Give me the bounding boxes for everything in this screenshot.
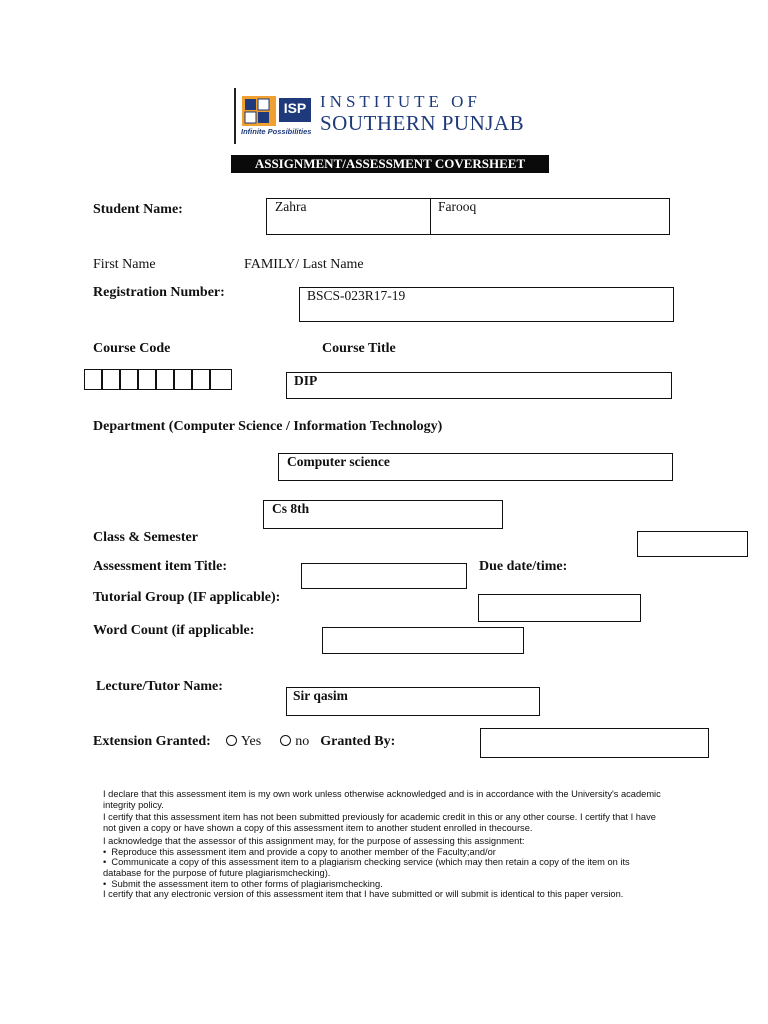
lecturer-name-label: Lecture/Tutor Name:: [96, 679, 223, 694]
word-count-label: Word Count (if applicable:: [93, 623, 255, 638]
course-code-cell[interactable]: [210, 369, 232, 390]
lecturer-name-value: Sir qasim: [293, 688, 348, 703]
yes-label: Yes: [240, 734, 262, 749]
assessment-title-label: Assessment item Title:: [93, 559, 228, 574]
no-radio-icon[interactable]: [280, 735, 291, 746]
course-title-label: Course Title: [322, 341, 396, 356]
yes-radio-icon[interactable]: [226, 735, 237, 746]
institute-name-line2: SOUTHERN PUNJAB: [320, 111, 525, 135]
course-code-cell[interactable]: [156, 369, 174, 390]
registration-number-label: Registration Number:: [93, 285, 225, 300]
course-code-cell[interactable]: [120, 369, 138, 390]
word-count-field[interactable]: [322, 627, 524, 654]
coversheet-title: ASSIGNMENT/ASSESSMENT COVERSHEET: [231, 155, 549, 173]
last-name-caption: FAMILY/ Last Name: [244, 257, 364, 272]
declaration-bullet: • Submit the assessment item to other forms of plagiarismchecking.: [103, 878, 383, 889]
declaration-paragraph: I certify that this assessment item has not been submitted previously for academic credit in this or any other course. I certify that I have not given a copy or have shown a copy of this assessment item to another student enrolled in thecourse.: [103, 812, 656, 834]
course-code-cell[interactable]: [84, 369, 102, 390]
last-name-value: Farooq: [438, 199, 477, 214]
declaration-bullet: • Communicate a copy of this assessment item to a plagiarism checking service (which may then retain a copy of the item on its database for the purpose of future plagiarismchecking).: [103, 857, 630, 878]
registration-number-value: BSCS-023R17-19: [307, 288, 406, 303]
course-code-label: Course Code: [93, 341, 171, 356]
extension-row: [93, 734, 395, 750]
course-title-field[interactable]: [286, 372, 672, 399]
logo-text: ISP: [283, 100, 307, 116]
granted-by-label: Granted By:: [320, 734, 396, 749]
no-label: no: [295, 734, 310, 749]
first-name-value: Zahra: [275, 199, 307, 214]
due-date-field[interactable]: [478, 594, 641, 622]
declaration-paragraph: I acknowledge that the assessor of this assignment may, for the purpose of assessing this assignment:: [103, 835, 525, 846]
declaration-paragraph: I declare that this assessment item is my own work unless otherwise acknowledged and is in accordance with the University's academic integrity policy.: [103, 789, 661, 810]
course-title-value: DIP: [294, 373, 318, 388]
course-code-cell[interactable]: [192, 369, 210, 390]
course-code-cell[interactable]: [138, 369, 156, 390]
course-code-cell[interactable]: [174, 369, 192, 390]
institute-name-line1: INSTITUTE OF: [320, 92, 481, 111]
logo-tagline: Infinite Possibilities: [241, 127, 312, 136]
declaration-block: [103, 789, 663, 900]
declaration-bullet: • Reproduce this assessment item and provide a copy to another member of the Faculty;and/or: [103, 846, 496, 857]
department-label: Department (Computer Science / Information Technology): [93, 419, 443, 434]
extension-granted-label: Extension Granted:: [93, 734, 211, 749]
declaration-paragraph: I certify that any electronic version of this assessment item that I have submitted or will submit is identical to this paper version.: [103, 889, 624, 900]
granted-by-field[interactable]: [480, 728, 709, 758]
class-semester-extra-field[interactable]: [637, 531, 748, 557]
class-semester-value: Cs 8th: [272, 501, 310, 516]
name-field-divider: [430, 198, 431, 235]
class-semester-label: Class & Semester: [93, 530, 198, 545]
student-name-label: Student Name:: [93, 202, 183, 217]
first-name-caption: First Name: [93, 257, 156, 272]
logo-divider: [234, 88, 236, 144]
assessment-title-field[interactable]: [301, 563, 467, 589]
course-code-cell[interactable]: [102, 369, 120, 390]
due-date-label: Due date/time:: [479, 559, 568, 574]
department-value: Computer science: [287, 454, 390, 469]
tutorial-group-label: Tutorial Group (IF applicable):: [93, 590, 281, 605]
